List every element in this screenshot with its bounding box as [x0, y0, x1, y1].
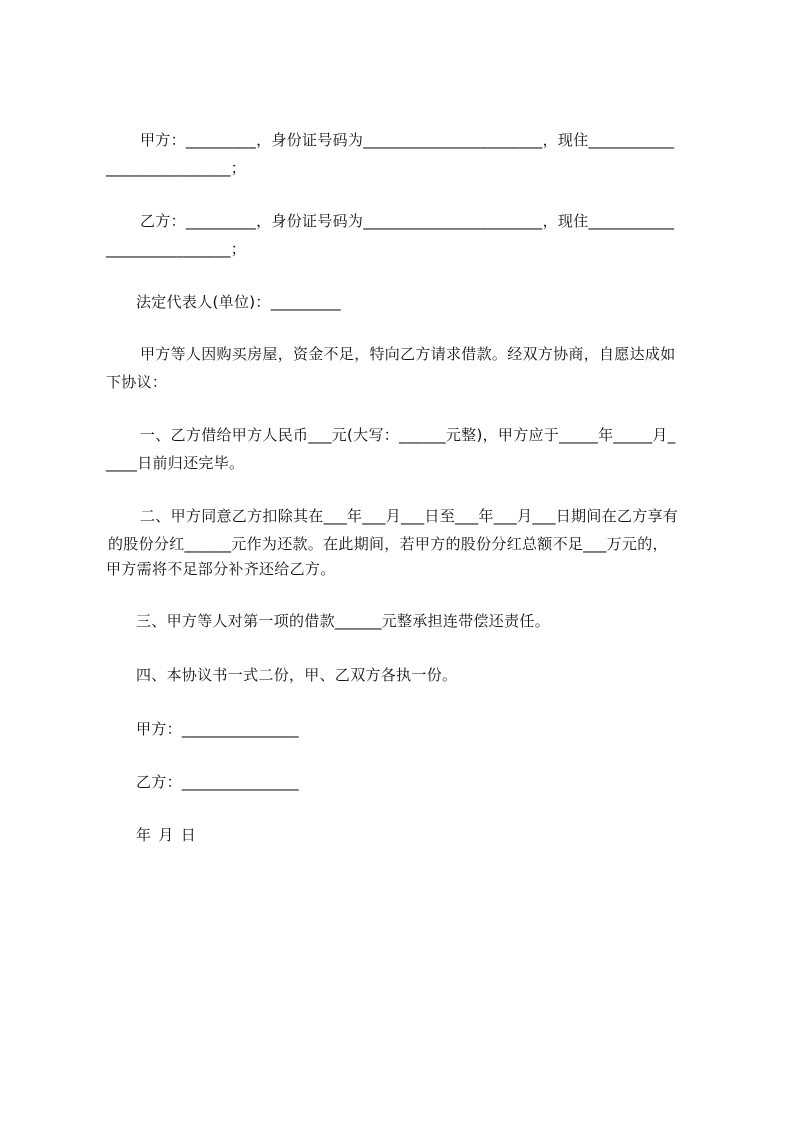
- signature-party-a: 甲方：_______________: [136, 720, 299, 738]
- intro-line-2: 下协议：: [106, 373, 168, 391]
- clause-1-line-2: ____日前归还完毕。: [106, 454, 245, 472]
- signature-party-b: 乙方：_______________: [136, 773, 299, 791]
- legal-representative-line: 法定代表人(单位)：_________: [136, 293, 341, 311]
- clause-2-line-1: 二、甲方同意乙方扣除其在___年___月___日至___年___月___日期间在乙方享有: [140, 507, 679, 525]
- party-b-line-2: ________________；: [106, 240, 247, 258]
- party-a-line-2: ________________；: [106, 159, 247, 177]
- clause-3-line: 三、甲方等人对第一项的借款______元整承担连带偿还责任。: [136, 612, 551, 630]
- clause-2-line-2: 的股份分红______元作为还款。在此期间，若甲方的股份分红总额不足___万元的，: [108, 535, 668, 553]
- clause-4-line: 四、本协议书一式二份，甲、乙双方各执一份。: [136, 666, 458, 684]
- date-line: 年 月 日: [136, 826, 197, 844]
- clause-1-line-1: 一、乙方借给甲方人民币___元(大写：______元整)，甲方应于_____年_____月_: [140, 426, 676, 444]
- party-b-line-1: 乙方：_________，身份证号码为_______________________，现住___________: [140, 212, 675, 230]
- intro-line-1: 甲方等人因购买房屋，资金不足，特向乙方请求借款。经双方协商，自愿达成如: [140, 345, 676, 363]
- clause-2-line-3: 甲方需将不足部分补齐还给乙方。: [106, 560, 336, 578]
- party-a-line-1: 甲方：_________，身份证号码为_______________________，现住___________: [140, 131, 675, 149]
